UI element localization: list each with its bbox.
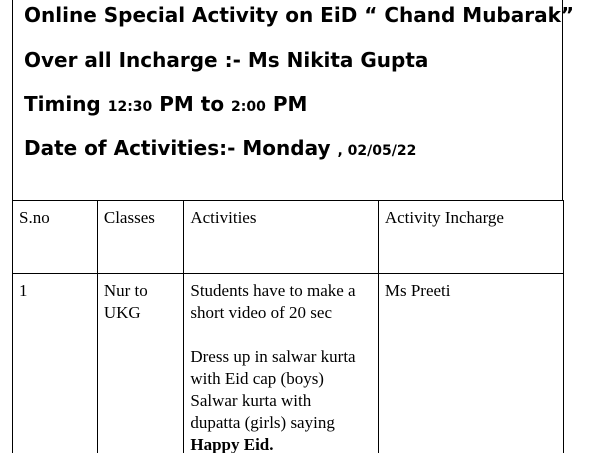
column-header-sno: S.no xyxy=(13,201,98,274)
activity-paragraph-1: Students have to make a short video of 20 sec xyxy=(190,281,356,322)
cell-activities xyxy=(184,274,379,453)
timing-label: Timing xyxy=(24,92,108,116)
table-header-row xyxy=(13,201,564,274)
column-header-classes: Classes xyxy=(97,201,184,274)
activities-table xyxy=(12,200,564,453)
cell-incharge: Ms Preeti xyxy=(378,274,563,453)
activity-bold-text: Happy Eid. xyxy=(190,435,274,453)
timing-line xyxy=(24,92,307,116)
classes-text: Nur to UKG xyxy=(103,281,148,322)
paragraph-gap xyxy=(190,324,372,346)
overall-incharge: Over all Incharge :- Ms Nikita Gupta xyxy=(24,48,429,72)
cell-classes xyxy=(97,274,184,453)
activity-text: Dress up in salwar kurta with Eid cap (boys) Salwar kurta with dupatta (girls) saying xyxy=(190,347,356,432)
timing-mid: PM to xyxy=(152,92,232,116)
timing-end: 2:00 xyxy=(231,99,266,115)
cell-sno: 1 xyxy=(13,274,98,453)
document-title: Online Special Activity on EiD “ Chand Mubarak” xyxy=(24,3,575,27)
column-header-incharge: Activity Incharge xyxy=(378,201,563,274)
table-row xyxy=(13,274,564,453)
timing-pm: PM xyxy=(265,92,308,116)
date-label: Date of Activities:- Monday xyxy=(24,136,338,160)
timing-start: 12:30 xyxy=(107,99,153,115)
date-line xyxy=(24,136,416,160)
activity-paragraph-2 xyxy=(190,346,362,453)
date-value: , 02/05/22 xyxy=(337,143,417,159)
column-header-activities: Activities xyxy=(184,201,379,274)
